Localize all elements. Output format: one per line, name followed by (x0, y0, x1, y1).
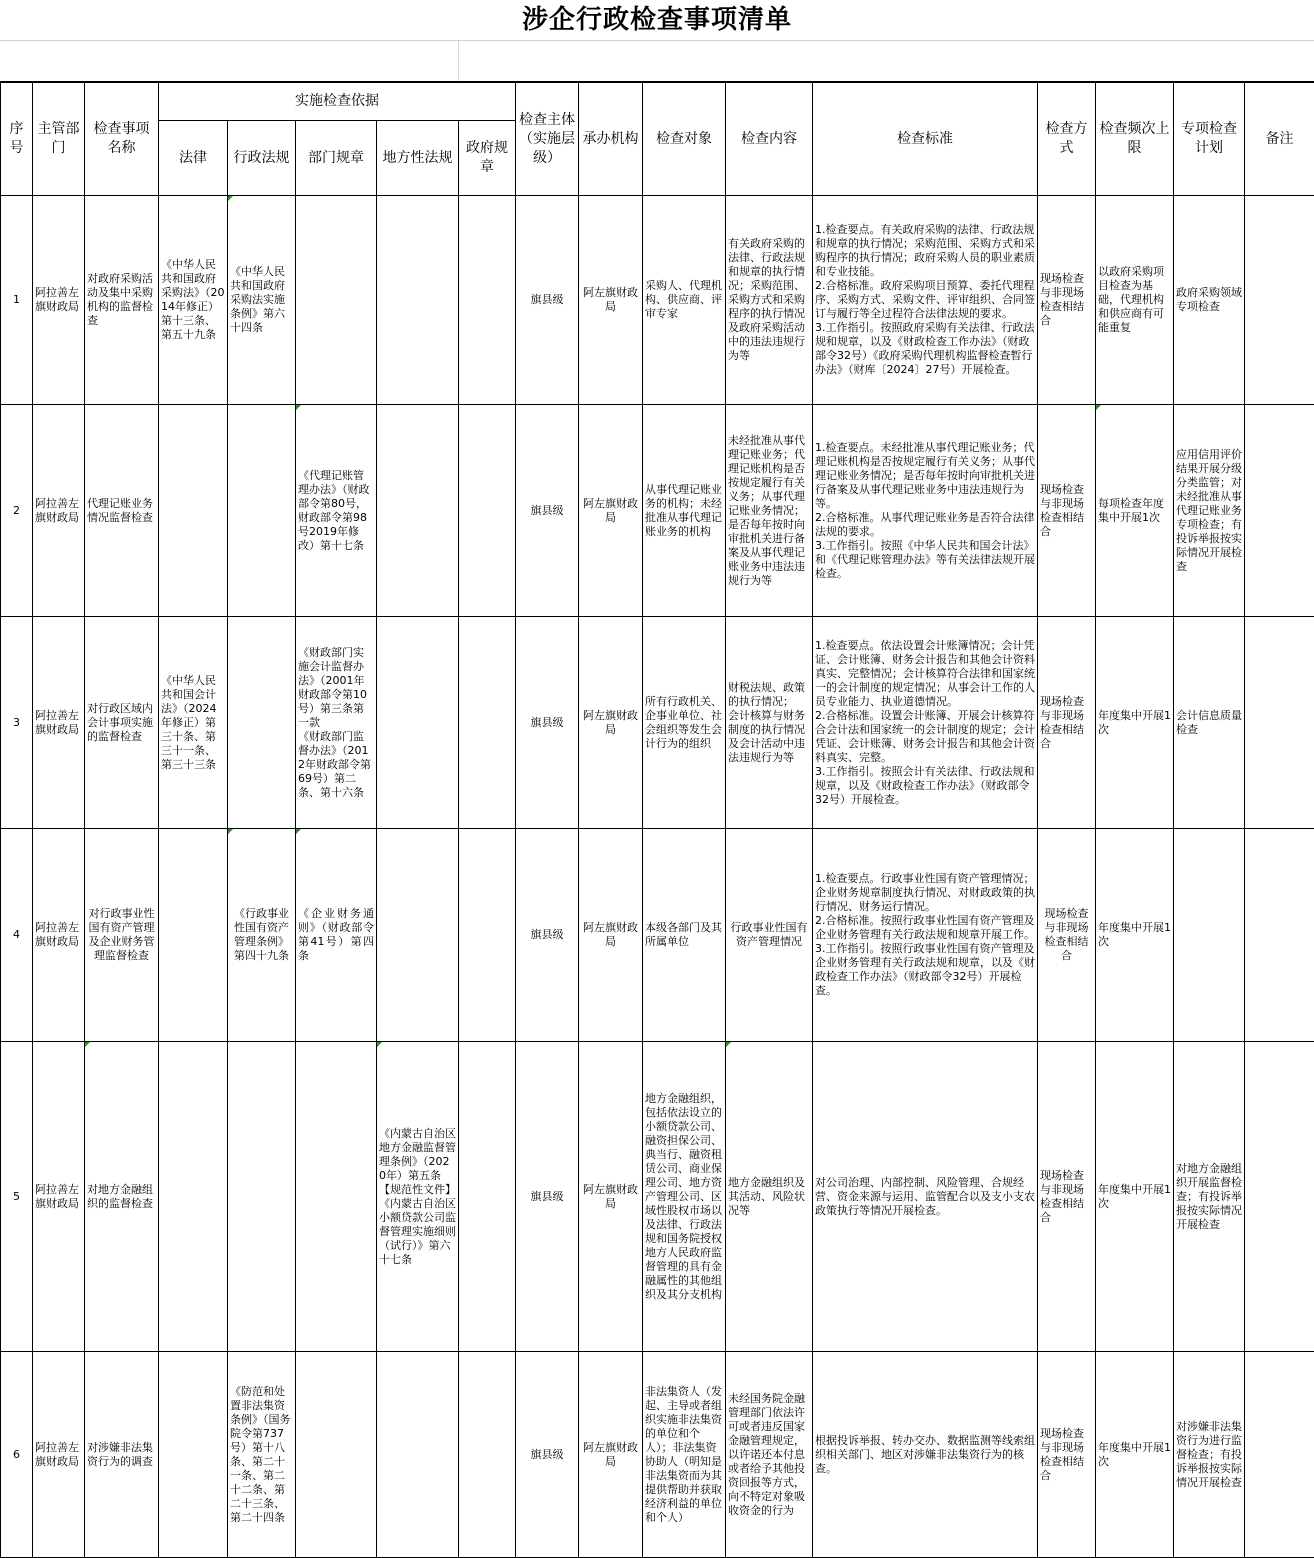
cell-item-name: 对地方金融组织的监督检查 (85, 1042, 159, 1352)
table-row (1, 1042, 1314, 1352)
header-subject: 检查主体（实施层级） (516, 83, 579, 196)
cell-dept: 阿拉善左旗财政局 (33, 1352, 85, 1558)
cell-dept-rule (296, 196, 377, 405)
cell-subject: 旗县级 (516, 829, 579, 1042)
cell-item-name: 对涉嫌非法集资行为的调查 (85, 1352, 159, 1558)
header-dept: 主管部门 (33, 83, 85, 196)
cell-plan (1174, 829, 1245, 1042)
cell-frequency: 年度集中开展1次 (1096, 1042, 1174, 1352)
header-target: 检查对象 (643, 83, 726, 196)
cell-law: 《中华人民共和国会计法》（2024年修正）第三十条、第三十一条、第三十三条 (159, 617, 228, 829)
cell-law (159, 1352, 228, 1558)
cell-frequency: 以政府采购项目检查为基础，代理机构和供应商有可能重复 (1096, 196, 1174, 405)
header-frequency: 检查频次上限 (1096, 83, 1174, 196)
cell-plan: 对涉嫌非法集资行为进行监督检查；有投诉举报按实际情况开展检查 (1174, 1352, 1245, 1558)
cell-undertaker: 阿左旗财政局 (579, 1042, 643, 1352)
cell-dept: 阿拉善左旗财政局 (33, 1042, 85, 1352)
cell-content: 未经国务院金融管理部门依法许可或者违反国家金融管理规定，以许诺还本付息或者给予其他投资回报等方式，向不特定对象吸收资金的行为 (726, 1352, 813, 1558)
cell-content: 财税法规、政策的执行情况； 会计核算与财务制度的执行情况及会计活动中违法违规行为等 (726, 617, 813, 829)
header-dept-rule: 部门规章 (296, 121, 377, 196)
cell-method: 现场检查与非现场检查相结合 (1038, 617, 1096, 829)
cell-content: 有关政府采购的法律、行政法规和规章的执行情况；采购范围、采购方式和采购程序的执行情况及政府采购活动中的违法违规行为等 (726, 196, 813, 405)
cell-standard: 对公司治理、内部控制、风险管理、合规经营、资金来源与运用、监管配合以及支小支农政策执行等情况开展检查。 (813, 1042, 1038, 1352)
cell-method: 现场检查与非现场检查相结合 (1038, 405, 1096, 617)
cell-remark (1245, 617, 1314, 829)
header-content: 检查内容 (726, 83, 813, 196)
cell-subject: 旗县级 (516, 405, 579, 617)
cell-undertaker: 阿左旗财政局 (579, 405, 643, 617)
cell-standard: 1.检查要点。有关政府采购的法律、行政法规和规章的执行情况；采购范围、采购方式和采购程序的执行情况；政府采购人员的职业素质和专业技能。 2.合格标准。政府采购项目预算、委托代理程序、采购方式、采购文件、评审组织、合同签订与履行等全过程符合法律法规的要求。 3.工作指引。按照政府采购有关法律、行政法规和规章，以及《财政检查工作办法》（财政部令32号）《政府采购代理机构监督检查暂行办法》（财库〔2024〕27号）开展检查。 (813, 196, 1038, 405)
cell-admin-reg (228, 617, 296, 829)
cell-item-name: 对政府采购活动及集中采购机构的监督检查 (85, 196, 159, 405)
header-row-1 (1, 83, 1314, 121)
cell-local-reg: 《内蒙古自治区地方金融监督管理条例》（2020年）第五条 【规范性文件】《内蒙古自治区小额贷款公司监督管理实施细则（试行）》第六十七条 (377, 1042, 459, 1352)
page-title: 涉企行政检查事项清单 (521, 5, 792, 35)
cell-law (159, 829, 228, 1042)
header-standard: 检查标准 (813, 83, 1038, 196)
sheet-divider (458, 41, 459, 81)
cell-admin-reg (228, 405, 296, 617)
cell-gov-rule (459, 617, 516, 829)
cell-standard: 1.检查要点。未经批准从事代理记账业务；代理记账机构是否按规定履行有关义务；从事代理记账业务情况；是否每年按时向审批机关进行备案及从事代理记账业务中违法违规行为等。 2.合格标准。从事代理记账业务是否符合法律法规的要求。 3.工作指引。按照《中华人民共和国会计法》和《代理记账管理办法》等有关法律法规开展检查。 (813, 405, 1038, 617)
header-method: 检查方式 (1038, 83, 1096, 196)
cell-standard: 1.检查要点。行政事业性国有资产管理情况；企业财务规章制度执行情况、对财政政策的执行情况、财务运行情况。 2.合格标准。按照行政事业性国有资产管理及企业财务管理有关行政法规和规章开展工作。 3.工作指引。按照行政事业性国有资产管理及企业财务管理有关行政法规和规章，以及《财政检查工作办法》（财政部令32号）开展检查。 (813, 829, 1038, 1042)
cell-local-reg (377, 829, 459, 1042)
cell-remark (1245, 405, 1314, 617)
table-row (1, 617, 1314, 829)
cell-seq: 3 (1, 617, 33, 829)
cell-content: 未经批准从事代理记账业务；代理记账机构是否按规定履行有关义务；从事代理记账业务情况；是否每年按时向审批机关进行备案及从事代理记账业务中违法违规行为等 (726, 405, 813, 617)
cell-remark (1245, 829, 1314, 1042)
cell-target: 所有行政机关、企事业单位、社会组织等发生会计行为的组织 (643, 617, 726, 829)
cell-plan: 会计信息质量检查 (1174, 617, 1245, 829)
cell-method: 现场检查与非现场检查相结合 (1038, 1352, 1096, 1558)
cell-subject: 旗县级 (516, 1042, 579, 1352)
cell-gov-rule (459, 1042, 516, 1352)
cell-dept-rule: 《财政部门实施会计监督办法》（2001年财政部令第10号）第三条第一款 《财政部门监督办法》（2012年财政部令第69号）第二条、第十六条 (296, 617, 377, 829)
cell-undertaker: 阿左旗财政局 (579, 829, 643, 1042)
cell-seq: 6 (1, 1352, 33, 1558)
cell-target: 采购人、代理机构、供应商、评审专家 (643, 196, 726, 405)
cell-dept: 阿拉善左旗财政局 (33, 405, 85, 617)
cell-law (159, 1042, 228, 1352)
cell-standard: 1.检查要点。依法设置会计账簿情况；会计凭证、会计账簿、财务会计报告和其他会计资料真实、完整情况；会计核算符合法律和国家统一的会计制度的规定情况；从事会计工作的人员专业能力、执业道德情况。 2.合格标准。设置会计账簿、开展会计核算符合会计法和国家统一的会计制度的规定；会计凭证、会计账簿、财务会计报告和其他会计资料真实、完整。 3.工作指引。按照会计有关法律、行政法规和规章，以及《财政检查工作办法》（财政部令32号）开展检查。 (813, 617, 1038, 829)
cell-dept-rule (296, 1042, 377, 1352)
header-item-name: 检查事项名称 (85, 83, 159, 196)
cell-admin-reg: 《防范和处置非法集资条例》（国务院令第737号）第十八条、第二十一条、第二十二条、第二十三条、第二十四条 (228, 1352, 296, 1558)
cell-seq: 2 (1, 405, 33, 617)
cell-law (159, 405, 228, 617)
table-row (1, 829, 1314, 1042)
cell-remark (1245, 196, 1314, 405)
cell-admin-reg: 《行政事业性国有资产管理条例》第四十九条 (228, 829, 296, 1042)
cell-frequency: 年度集中开展1次 (1096, 1352, 1174, 1558)
cell-seq: 1 (1, 196, 33, 405)
cell-dept-rule (296, 1352, 377, 1558)
cell-frequency: 年度集中开展1次 (1096, 829, 1174, 1042)
cell-target: 本级各部门及其所属单位 (643, 829, 726, 1042)
cell-undertaker: 阿左旗财政局 (579, 1352, 643, 1558)
header-remark: 备注 (1245, 83, 1314, 196)
cell-item-name: 代理记账业务情况监督检查 (85, 405, 159, 617)
table-row (1, 405, 1314, 617)
table-row (1, 1352, 1314, 1558)
cell-local-reg (377, 405, 459, 617)
header-plan: 专项检查计划 (1174, 83, 1245, 196)
cell-remark (1245, 1042, 1314, 1352)
cell-admin-reg: 《中华人民共和国政府采购法实施条例》第六十四条 (228, 196, 296, 405)
cell-local-reg (377, 1352, 459, 1558)
cell-undertaker: 阿左旗财政局 (579, 617, 643, 829)
cell-method: 现场检查与非现场检查相结合 (1038, 196, 1096, 405)
cell-standard: 根据投诉举报、转办交办、数据监测等线索组织相关部门、地区对涉嫌非法集资行为的核查。 (813, 1352, 1038, 1558)
cell-item-name: 对行政事业性国有资产管理及企业财务管理监督检查 (85, 829, 159, 1042)
header-law: 法律 (159, 121, 228, 196)
cell-target: 地方金融组织，包括依法设立的小额贷款公司、融资担保公司、典当行、融资租赁公司、商业保理公司、地方资产管理公司、区域性股权市场以及法律、行政法规和国务院授权地方人民政府监督管理的具有金融属性的其他组织及其分支机构 (643, 1042, 726, 1352)
cell-subject: 旗县级 (516, 617, 579, 829)
cell-target: 非法集资人（发起、主导或者组织实施非法集资的单位和个人）；非法集资协助人（明知是非法集资而为其提供帮助并获取经济利益的单位和个人） (643, 1352, 726, 1558)
cell-admin-reg (228, 1042, 296, 1352)
cell-frequency: 每项检查年度集中开展1次 (1096, 405, 1174, 617)
cell-seq: 4 (1, 829, 33, 1042)
cell-dept-rule: 《代理记账管理办法》（财政部令第80号，财政部令第98号2019年修改）第十七条 (296, 405, 377, 617)
cell-plan: 政府采购领域专项检查 (1174, 196, 1245, 405)
cell-gov-rule (459, 196, 516, 405)
cell-dept: 阿拉善左旗财政局 (33, 617, 85, 829)
cell-local-reg (377, 617, 459, 829)
cell-law: 《中华人民共和国政府采购法》（2014年修正）第十三条、第五十九条 (159, 196, 228, 405)
cell-remark (1245, 1352, 1314, 1558)
header-basis: 实施检查依据 (159, 83, 516, 121)
cell-subject: 旗县级 (516, 1352, 579, 1558)
header-undertaker: 承办机构 (579, 83, 643, 196)
cell-method: 现场检查与非现场检查相结合 (1038, 829, 1096, 1042)
header-local-reg: 地方性法规 (377, 121, 459, 196)
header-seq: 序号 (1, 83, 33, 196)
cell-dept: 阿拉善左旗财政局 (33, 196, 85, 405)
cell-undertaker: 阿左旗财政局 (579, 196, 643, 405)
cell-seq: 5 (1, 1042, 33, 1352)
cell-gov-rule (459, 1352, 516, 1558)
cell-local-reg (377, 196, 459, 405)
cell-dept: 阿拉善左旗财政局 (33, 829, 85, 1042)
cell-content: 行政事业性国有资产管理情况 (726, 829, 813, 1042)
header-gov-rule: 政府规章 (459, 121, 516, 196)
cell-dept-rule: 《企业财务通则》（财政部令第41号）第四条 (296, 829, 377, 1042)
cell-content: 地方金融组织及其活动、风险状况等 (726, 1042, 813, 1352)
cell-subject: 旗县级 (516, 196, 579, 405)
cell-target: 从事代理记账业务的机构；未经批准从事代理记账业务的机构 (643, 405, 726, 617)
cell-item-name: 对行政区域内会计事项实施的监督检查 (85, 617, 159, 829)
table-row (1, 196, 1314, 405)
cell-plan: 对地方金融组织开展监督检查；有投诉举报按实际情况开展检查 (1174, 1042, 1245, 1352)
cell-plan: 应用信用评价结果开展分级分类监管；对未经批准从事代理记账业务专项检查；有投诉举报按实际情况开展检查 (1174, 405, 1245, 617)
cell-gov-rule (459, 829, 516, 1042)
cell-gov-rule (459, 405, 516, 617)
cell-method: 现场检查与非现场检查相结合 (1038, 1042, 1096, 1352)
header-admin-reg: 行政法规 (228, 121, 296, 196)
inspection-table (0, 82, 1314, 1558)
cell-frequency: 年度集中开展1次 (1096, 617, 1174, 829)
blank-sheet-row (0, 40, 1314, 82)
